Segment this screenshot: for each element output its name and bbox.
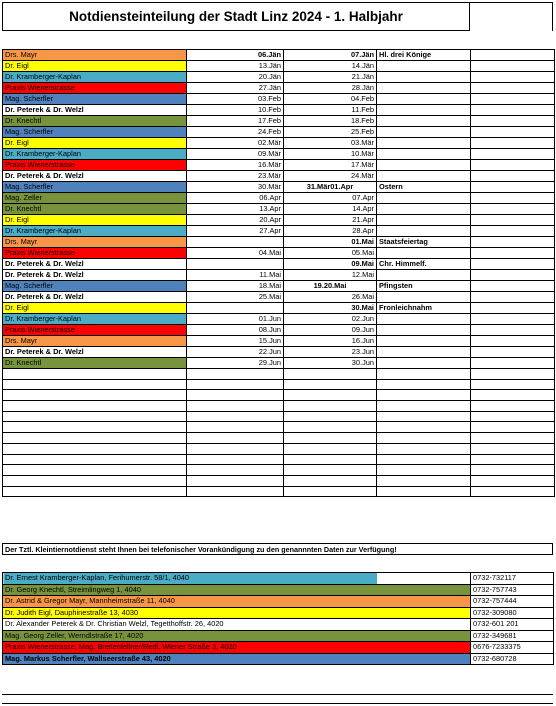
saturday-date-cell [187,369,284,380]
spare-cell [471,433,555,444]
schedule-row [3,149,555,160]
saturday-date-cell [187,390,284,401]
spare-cell [471,105,555,116]
holiday-note-cell [377,433,471,444]
vet-name-cell: Dr. Peterek & Dr. Welzl [3,347,187,358]
contact-phone-cell: 0732-601 201 [471,619,554,631]
saturday-date-cell: 20.Jän [187,72,284,83]
vet-name-cell: Dr. Kramberger-Kaplan [3,72,187,83]
vet-name-cell [3,454,187,465]
sunday-date-cell [284,379,377,390]
contact-address-cell: Dr. Georg Knechtl, Streimlingweg 1, 4040 [3,584,471,596]
contact-phone-cell: 0732-349681 [471,630,554,642]
contact-phone-cell: 0732-680728 [471,653,554,665]
sunday-date-cell: 01.Mai [284,237,377,248]
holiday-note-cell [377,149,471,160]
vet-name-cell [3,401,187,412]
contact-row [3,607,554,619]
contact-row [3,630,554,642]
sunday-date-cell: 03.Mär [284,138,377,149]
schedule-row [3,369,555,380]
spare-cell [471,160,555,171]
contact-phone-cell: 0676-7233375 [471,642,554,654]
spare-cell [471,314,555,325]
schedule-row [3,379,555,390]
vet-name-cell [3,465,187,476]
sunday-date-cell [284,486,377,497]
holiday-note-cell [377,215,471,226]
contact-address-cell: Dr. Ernest Kramberger-Kaplan, Ferihumerstr. 58/1, 4040 [3,573,471,585]
saturday-date-cell: 01.Jun [187,314,284,325]
schedule-row [3,226,555,237]
vet-name-cell: Mag. Scherfler [3,127,187,138]
sunday-date-cell: 07.Apr [284,193,377,204]
holiday-note-cell [377,347,471,358]
sunday-date-cell: 28.Apr [284,226,377,237]
saturday-date-cell: 23.Mär [187,171,284,182]
vet-name-cell: Dr. Peterek & Dr. Welzl [3,171,187,182]
vet-name-cell: Praxis Wienerstrasse [3,83,187,94]
holiday-note-cell [377,314,471,325]
saturday-date-cell: 27.Apr [187,226,284,237]
spare-cell [471,94,555,105]
holiday-note-cell [377,336,471,347]
vet-name-cell [3,422,187,433]
saturday-date-cell: 06.Jän [187,50,284,61]
holiday-note-cell [377,94,471,105]
vet-name-cell: Dr. Kramberger-Kaplan [3,149,187,160]
spare-cell [471,138,555,149]
spare-cell [471,379,555,390]
holiday-note-cell [377,443,471,454]
contact-row [3,573,554,585]
saturday-date-cell: 02.Mär [187,138,284,149]
holiday-note-cell: Pfingsten [377,281,471,292]
spare-cell [471,443,555,454]
sunday-date-cell: 21.Jän [284,72,377,83]
sunday-date-cell [284,465,377,476]
schedule-table [2,49,555,497]
schedule-row [3,314,555,325]
spare-cell [471,193,555,204]
spare-cell [471,454,555,465]
schedule-row [3,422,555,433]
vet-name-cell: Dr. Knechtl [3,204,187,215]
schedule-row [3,215,555,226]
spare-cell [471,149,555,160]
contact-row [3,596,554,608]
vet-name-cell [3,486,187,497]
spare-cell [471,411,555,422]
saturday-date-cell [187,443,284,454]
schedule-row [3,411,555,422]
holiday-note-cell [377,411,471,422]
saturday-date-cell: 16.Mär [187,160,284,171]
saturday-date-cell: 11.Mai [187,270,284,281]
vet-name-cell: Dr. Peterek & Dr. Welzl [3,270,187,281]
saturday-date-cell [187,237,284,248]
holiday-note-cell [377,465,471,476]
spare-cell [471,401,555,412]
sunday-date-cell: 31.Mär01.Apr [284,182,377,193]
holiday-note-cell: Staatsfeiertag [377,237,471,248]
contact-address-cell: Praxis Wienerstrasse, Mag. Breitenfellner/Redl, Wiener Straße 3, 4020 [3,642,471,654]
sunday-date-cell: 09.Jun [284,325,377,336]
spare-cell [471,281,555,292]
notice-text: Der Tztl. Kleintiernotdienst steht Ihnen bei telefonischer Vorankündigung zu den genannnten Daten zur Verfügung! [2,543,553,555]
page-title: Notdiensteinteilung der Stadt Linz 2024 - 1. Halbjahr [2,2,470,31]
sunday-date-cell: 14.Apr [284,204,377,215]
saturday-date-cell: 10.Feb [187,105,284,116]
sunday-date-cell: 12.Mai [284,270,377,281]
schedule-row [3,127,555,138]
sunday-date-cell: 16.Jun [284,336,377,347]
saturday-date-cell: 04.Mai [187,248,284,259]
vet-name-cell: Mag. Scherfler [3,281,187,292]
spare-cell [471,215,555,226]
trailing-row [2,694,553,704]
holiday-note-cell [377,127,471,138]
spare-cell [471,116,555,127]
contact-phone-cell: 0732-757444 [471,596,554,608]
vet-name-cell: Dr. Eigl [3,303,187,314]
spare-cell [471,171,555,182]
sunday-date-cell: 24.Mär [284,171,377,182]
holiday-note-cell [377,422,471,433]
saturday-date-cell: 18.Mai [187,281,284,292]
saturday-date-cell: 30.Mär [187,182,284,193]
schedule-row [3,281,555,292]
sunday-date-cell: 10.Mär [284,149,377,160]
holiday-note-cell [377,369,471,380]
spare-cell [471,72,555,83]
spare-cell [471,347,555,358]
schedule-row [3,171,555,182]
saturday-date-cell [187,454,284,465]
schedule-row [3,61,555,72]
vet-name-cell: Mag. Scherfler [3,94,187,105]
vet-name-cell: Dr. Kramberger-Kaplan [3,226,187,237]
spare-cell [471,422,555,433]
schedule-row [3,50,555,61]
vet-name-cell: Dr. Kramberger-Kaplan [3,314,187,325]
vet-name-cell: Praxis Wienerstrasse [3,248,187,259]
schedule-row [3,390,555,401]
saturday-date-cell [187,303,284,314]
sunday-date-cell [284,411,377,422]
saturday-date-cell: 06.Apr [187,193,284,204]
sunday-date-cell: 17.Mär [284,160,377,171]
schedule-row [3,105,555,116]
schedule-row [3,193,555,204]
schedule-row [3,204,555,215]
schedule-row [3,486,555,497]
sunday-date-cell: 14.Jän [284,61,377,72]
holiday-note-cell [377,358,471,369]
contacts-table [2,572,554,665]
spare-cell [471,248,555,259]
sunday-date-cell [284,433,377,444]
saturday-date-cell: 09.Mär [187,149,284,160]
saturday-date-cell: 20.Apr [187,215,284,226]
spare-cell [471,61,555,72]
holiday-note-cell [377,160,471,171]
spare-cell [471,83,555,94]
sunday-date-cell: 11.Feb [284,105,377,116]
sunday-date-cell: 30.Mai [284,303,377,314]
spare-cell [471,226,555,237]
spare-cell [471,475,555,486]
schedule-row [3,465,555,476]
saturday-date-cell [187,475,284,486]
schedule-row [3,83,555,94]
holiday-note-cell [377,116,471,127]
vet-name-cell: Praxis Wienerstrasse [3,325,187,336]
vet-name-cell: Dr. Peterek & Dr. Welzl [3,292,187,303]
schedule-row [3,433,555,444]
schedule-row [3,94,555,105]
vet-name-cell [3,475,187,486]
sunday-date-cell: 28.Jän [284,83,377,94]
contact-row [3,619,554,631]
sunday-date-cell [284,422,377,433]
holiday-note-cell: Ostern [377,182,471,193]
vet-name-cell [3,390,187,401]
holiday-note-cell [377,325,471,336]
holiday-note-cell [377,83,471,94]
schedule-row [3,292,555,303]
vet-name-cell: Dr. Eigl [3,138,187,149]
schedule-row [3,454,555,465]
saturday-date-cell: 13.Apr [187,204,284,215]
contact-phone-cell: 0732-309080 [471,607,554,619]
saturday-date-cell [187,433,284,444]
spare-cell [471,325,555,336]
holiday-note-cell [377,390,471,401]
schedule-table-body [3,50,555,497]
title-extension-cell [470,2,553,31]
holiday-note-cell [377,105,471,116]
saturday-date-cell [187,411,284,422]
saturday-date-cell [187,486,284,497]
sunday-date-cell: 23.Jun [284,347,377,358]
sunday-date-cell [284,454,377,465]
vet-name-cell: Dr. Knechtl [3,358,187,369]
schedule-row [3,237,555,248]
spare-cell [471,486,555,497]
holiday-note-cell [377,171,471,182]
vet-name-cell: Drs. Mayr [3,336,187,347]
vet-name-cell: Praxis Wienerstrasse [3,160,187,171]
spare-cell [471,358,555,369]
vet-name-cell: Dr. Peterek & Dr. Welzl [3,259,187,270]
holiday-note-cell [377,193,471,204]
holiday-note-cell [377,486,471,497]
holiday-note-cell [377,401,471,412]
spare-cell [471,465,555,476]
contact-address-cell: Mag. Markus Scherfler, Wallseerstraße 43, 4020 [3,653,471,665]
sunday-date-cell [284,443,377,454]
saturday-date-cell: 25.Mai [187,292,284,303]
holiday-note-cell: Chr. Himmelf. [377,259,471,270]
vet-name-cell: Dr. Eigl [3,61,187,72]
vet-name-cell: Drs. Mayr [3,237,187,248]
schedule-row [3,116,555,127]
saturday-date-cell [187,379,284,390]
sunday-date-cell [284,390,377,401]
contact-phone-cell: 0732-757743 [471,584,554,596]
sunday-date-cell: 02.Jun [284,314,377,325]
contact-address-cell: Mag. Georg Zeller, Werndlstraße 17, 4020 [3,630,471,642]
saturday-date-cell [187,259,284,270]
spare-cell [471,204,555,215]
schedule-row [3,443,555,454]
saturday-date-cell: 15.Jun [187,336,284,347]
vet-name-cell [3,433,187,444]
spare-cell [471,237,555,248]
contact-phone-cell: 0732-732117 [471,573,554,585]
schedule-row [3,303,555,314]
holiday-note-cell [377,61,471,72]
schedule-row [3,336,555,347]
holiday-note-cell [377,270,471,281]
holiday-note-cell [377,292,471,303]
sunday-date-cell: 25.Feb [284,127,377,138]
schedule-row [3,270,555,281]
vet-name-cell: Mag. Zeller [3,193,187,204]
spare-cell [471,336,555,347]
schedule-row [3,358,555,369]
saturday-date-cell: 27.Jän [187,83,284,94]
schedule-row [3,182,555,193]
saturday-date-cell [187,401,284,412]
holiday-note-cell [377,454,471,465]
holiday-note-cell [377,204,471,215]
saturday-date-cell: 24.Feb [187,127,284,138]
vet-name-cell [3,379,187,390]
schedule-row [3,259,555,270]
sunday-date-cell: 09.Mai [284,259,377,270]
sunday-date-cell [284,369,377,380]
schedule-row [3,160,555,171]
vet-name-cell: Dr. Eigl [3,215,187,226]
holiday-note-cell [377,248,471,259]
contact-row [3,584,554,596]
holiday-note-cell: Fronleichnahm [377,303,471,314]
holiday-note-cell [377,226,471,237]
saturday-date-cell: 22.Jun [187,347,284,358]
spare-cell [471,303,555,314]
vet-name-cell: Dr. Knechtl [3,116,187,127]
spare-cell [471,292,555,303]
spare-cell [471,369,555,380]
contact-row [3,642,554,654]
vet-name-cell [3,443,187,454]
vet-name-cell: Mag. Scherfler [3,182,187,193]
contacts-table-body [3,573,554,665]
schedule-row [3,72,555,83]
schedule-row [3,475,555,486]
spare-cell [471,50,555,61]
sunday-date-cell: 19.20.Mai [284,281,377,292]
contact-row [3,653,554,665]
sunday-date-cell: 05.Mai [284,248,377,259]
sunday-date-cell: 04.Feb [284,94,377,105]
contact-address-cell: Dr. Astrid & Gregor Mayr, Mannheimstraße 11, 4040 [3,596,471,608]
vet-name-cell: Drs. Mayr [3,50,187,61]
spare-cell [471,259,555,270]
holiday-note-cell [377,72,471,83]
saturday-date-cell [187,465,284,476]
saturday-date-cell: 03.Feb [187,94,284,105]
vet-name-cell: Dr. Peterek & Dr. Welzl [3,105,187,116]
contact-address-cell: Dr. Judith Eigl, Dauphinestraße 13, 4030 [3,607,471,619]
schedule-row [3,401,555,412]
holiday-note-cell: Hl. drei Könige [377,50,471,61]
contact-address-cell: Dr. Alexander Peterek & Dr. Christian Welzl, Tegetthoffstr. 26, 4020 [3,619,471,631]
sunday-date-cell [284,475,377,486]
spare-cell [471,270,555,281]
saturday-date-cell: 08.Jun [187,325,284,336]
spare-cell [471,390,555,401]
sunday-date-cell [284,401,377,412]
schedule-row [3,138,555,149]
sunday-date-cell: 18.Feb [284,116,377,127]
schedule-row [3,347,555,358]
schedule-row [3,248,555,259]
holiday-note-cell [377,475,471,486]
holiday-note-cell [377,379,471,390]
saturday-date-cell: 29.Jun [187,358,284,369]
vet-name-cell [3,369,187,380]
sunday-date-cell: 07.Jän [284,50,377,61]
spare-cell [471,127,555,138]
sunday-date-cell: 21.Apr [284,215,377,226]
sunday-date-cell: 30.Jun [284,358,377,369]
holiday-note-cell [377,138,471,149]
vet-name-cell [3,411,187,422]
saturday-date-cell [187,422,284,433]
schedule-row [3,325,555,336]
spare-cell [471,182,555,193]
sunday-date-cell: 26.Mai [284,292,377,303]
saturday-date-cell: 17.Feb [187,116,284,127]
saturday-date-cell: 13.Jän [187,61,284,72]
